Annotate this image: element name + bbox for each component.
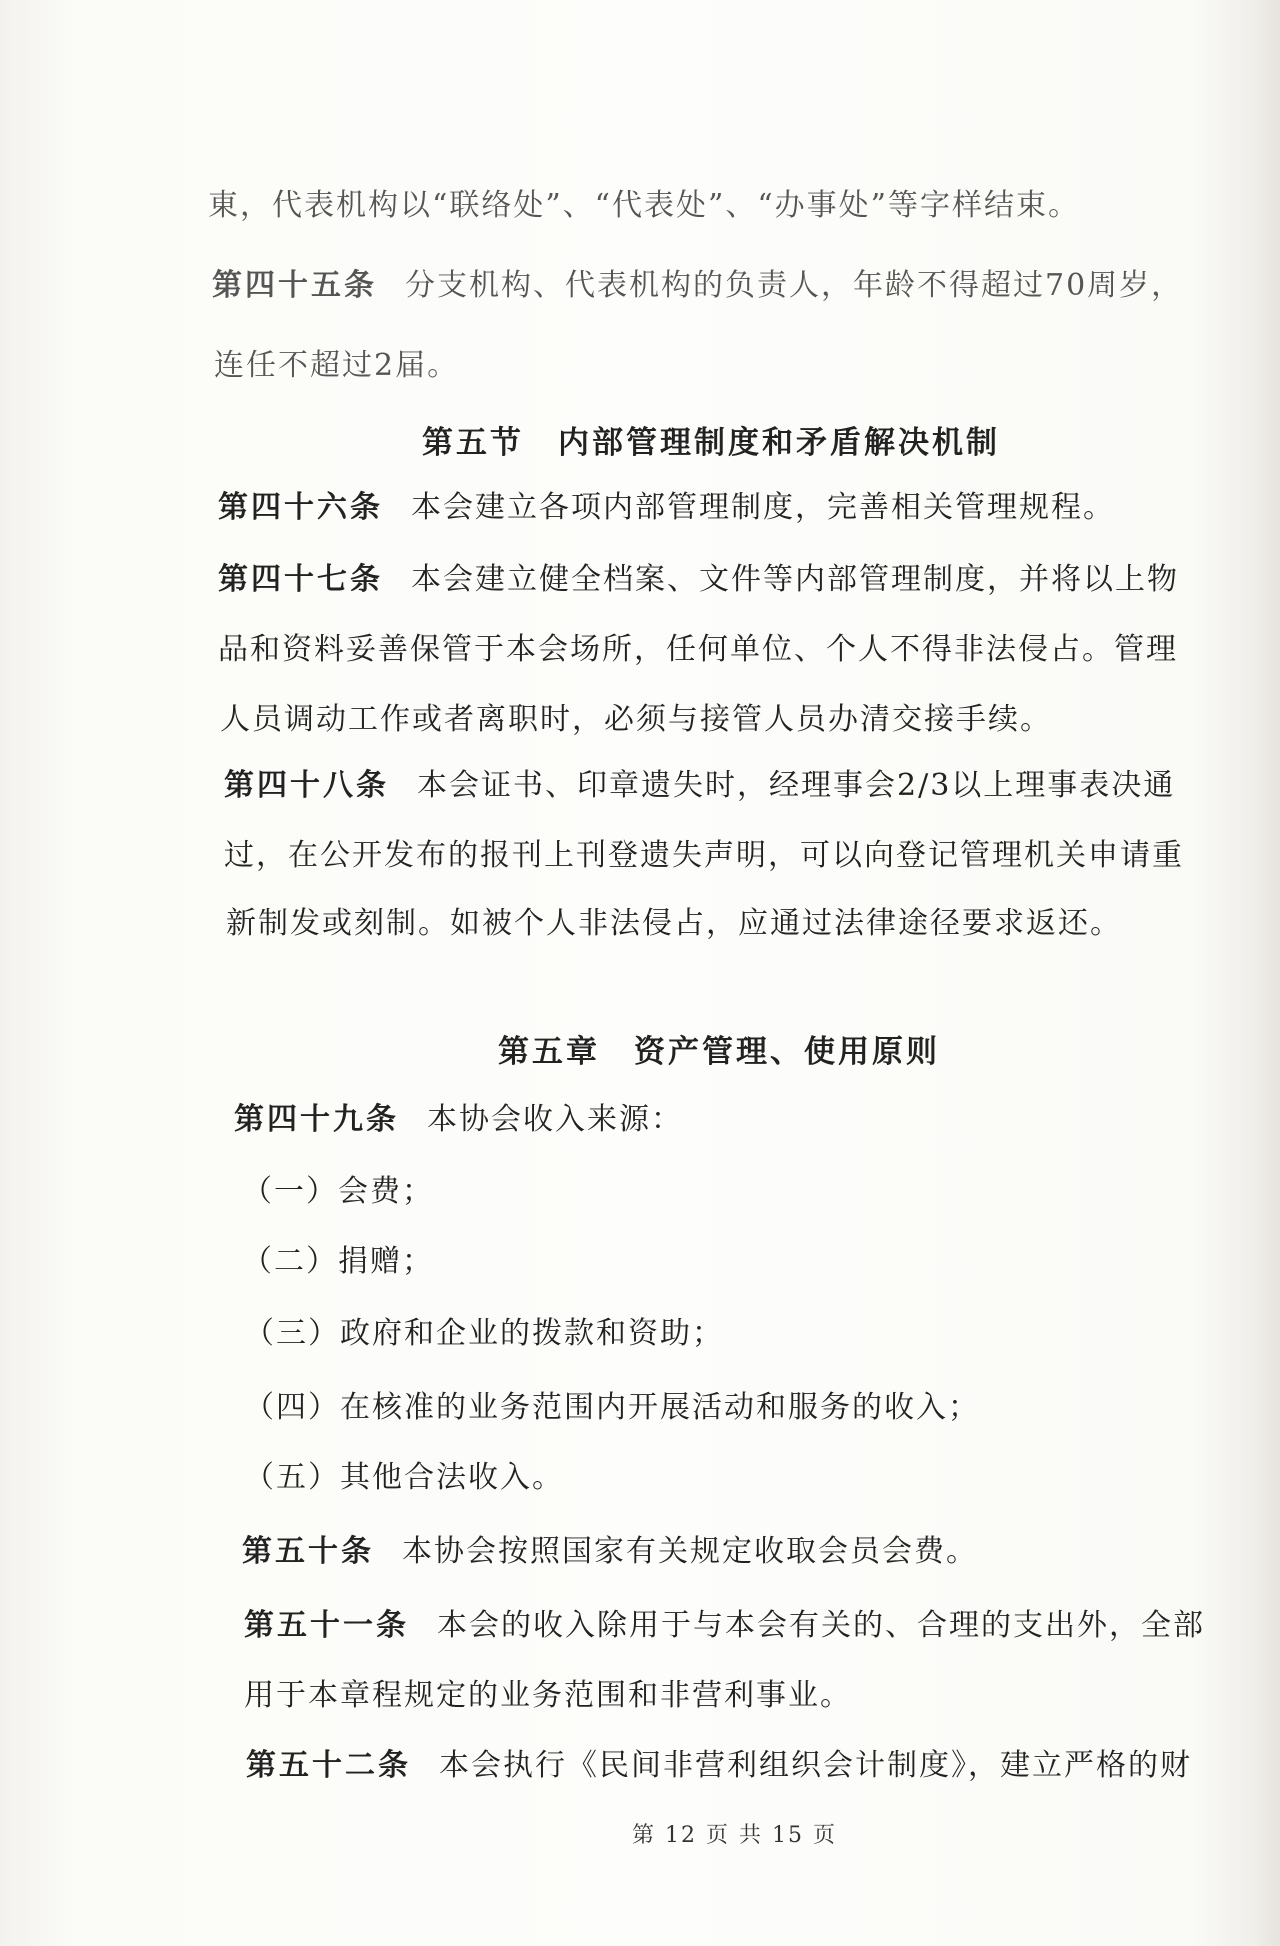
article-text: 本会执行《民间非营利组织会计制度》，建立严格的财: [439, 1748, 1192, 1783]
article-text: 本协会收入来源：: [427, 1102, 683, 1137]
text-line: 连任不超过2届。: [214, 348, 460, 383]
chapter-heading: [498, 1032, 940, 1072]
article-number: 第四十八条: [224, 768, 389, 803]
page-number: 第 12 页 共 15 页: [632, 1823, 837, 1848]
text-line: 品和资料妥善保管于本会场所，任何单位、个人不得非法侵占。管理: [218, 632, 1178, 667]
chapter-number: 第五章: [498, 1034, 600, 1070]
article-50: [242, 1532, 978, 1572]
article-text: 本会证书、印章遗失时，经理事会2/3以上理事表决通: [417, 768, 1176, 803]
article-number: 第五十一条: [244, 1608, 409, 1643]
list-item: （三）政府和企业的拨款和资助；: [244, 1316, 724, 1351]
article-text: 本会建立各项内部管理制度，完善相关管理规程。: [411, 490, 1115, 525]
text-line: 用于本章程规定的业务范围和非营利事业。: [244, 1678, 852, 1713]
article-number: 第四十九条: [234, 1102, 399, 1137]
section-number: 第五节: [422, 425, 524, 461]
page-edge-shadow: [1256, 0, 1280, 1946]
article-text: 分支机构、代表机构的负责人，年龄不得超过70周岁，: [405, 268, 1184, 303]
section-title: 内部管理制度和矛盾解决机制: [558, 425, 1000, 461]
article-number: 第五十二条: [246, 1748, 411, 1783]
list-item: （四）在核准的业务范围内开展活动和服务的收入；: [244, 1390, 980, 1425]
article-number: 第四十七条: [218, 562, 383, 597]
article-46: [218, 488, 1115, 528]
article-45: [212, 266, 1183, 306]
article-47: [218, 560, 1179, 600]
text-line: 人员调动工作或者离职时，必须与接管人员办清交接手续。: [220, 702, 1052, 737]
article-number: 第四十五条: [212, 268, 377, 303]
article-text: 本会建立健全档案、文件等内部管理制度，并将以上物: [411, 562, 1179, 597]
text-line: 新制发或刻制。如被个人非法侵占，应通过法律途径要求返还。: [226, 906, 1122, 941]
text-line: 東，代表机构以“联络处”、“代表处”、“办事处”等字样结束。: [208, 188, 1081, 223]
article-number: 第五十条: [242, 1534, 374, 1569]
section-heading: [422, 423, 1000, 463]
list-item: （一）会费；: [242, 1174, 434, 1209]
article-49: [234, 1100, 683, 1140]
list-item: （二）捐赠；: [242, 1244, 434, 1279]
list-item: （五）其他合法收入。: [244, 1460, 564, 1495]
article-52: [246, 1746, 1192, 1786]
text-line: 过，在公开发布的报刊上刊登遗失声明，可以向登记管理机关申请重: [224, 838, 1184, 873]
article-51: [244, 1606, 1205, 1646]
article-text: 本协会按照国家有关规定收取会员会费。: [402, 1534, 978, 1569]
chapter-title: 资产管理、使用原则: [634, 1034, 940, 1070]
article-text: 本会的收入除用于与本会有关的、合理的支出外，全部: [437, 1608, 1205, 1643]
article-number: 第四十六条: [218, 490, 383, 525]
article-48: [224, 766, 1175, 806]
